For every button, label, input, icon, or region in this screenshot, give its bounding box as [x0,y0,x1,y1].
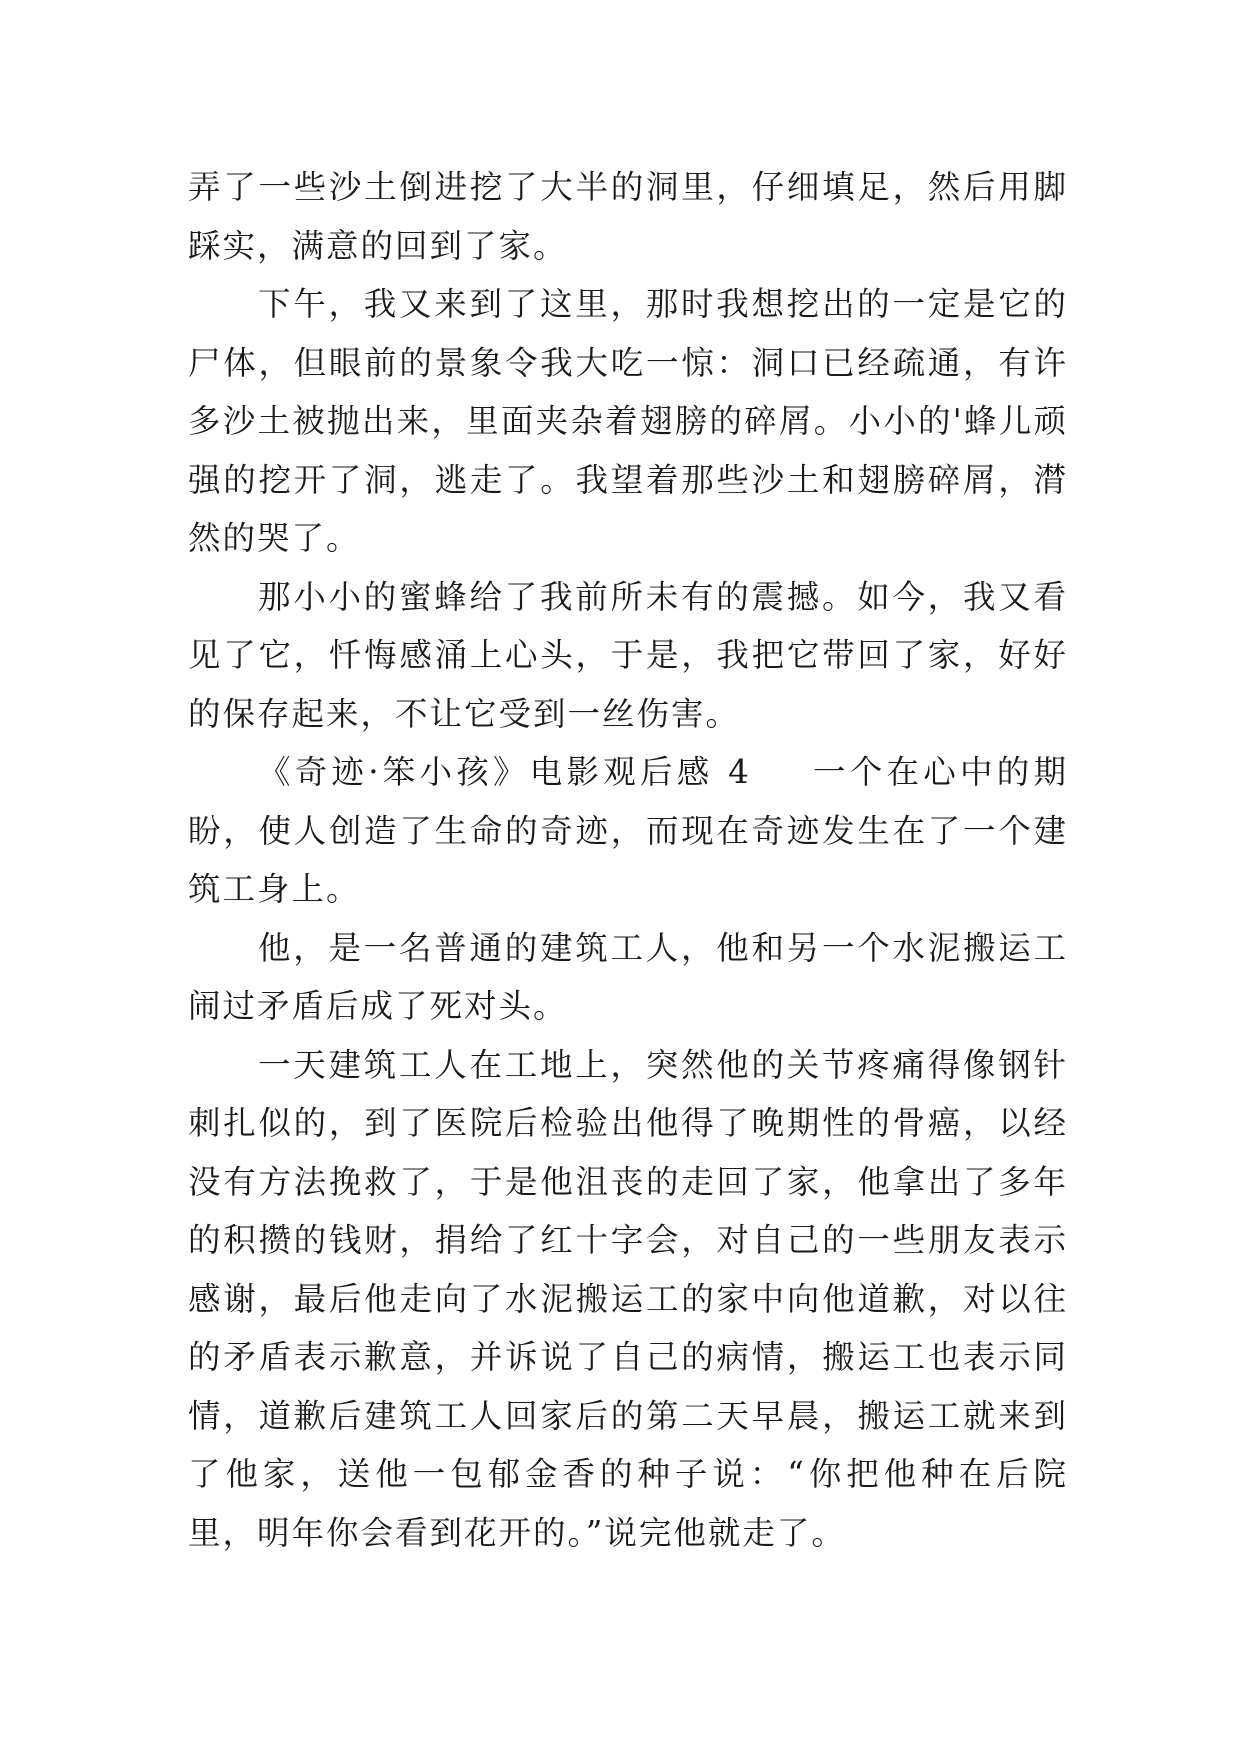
paragraph-worker-intro: 他，是一名普通的建筑工人，他和另一个水泥搬运工闹过矛盾后成了死对头。 [188,928,1068,1025]
section-first-paragraph: 一个在心中的期盼，使人创造了生命的奇迹，而现在奇迹发生在了一个建筑工身上。 [188,753,1068,908]
paragraph-bee-impact: 那小小的蜜蜂给了我前所未有的震撼。如今，我又看见了它，忏悔感涌上心头，于是，我把它带回了家，好好的保存起来，不让它受到一丝伤害。 [188,577,1068,733]
document-page [188,158,1068,1562]
paragraph-continuation: 弄了一些沙土倒进挖了大半的洞里，仔细填足，然后用脚踩实，满意的回到了家。 [188,168,1068,265]
paragraph-worker-story: 一天建筑工人在工地上，突然他的关节疼痛得像钢针刺扎似的，到了医院后检验出他得了晚期性的骨癌，以经没有方法挽救了，于是他沮丧的走回了家，他拿出了多年的积攒的钱财，捐给了红十字会，对自己的一些朋友表示感谢，最后他走向了水泥搬运工的家中向他道歉，对以往的矛盾表示歉意，并诉说了自己的病情，搬运工也表示同情，道歉后建筑工人回家后的第二天早晨，搬运工就来到了他家，送他一包郁金香的种子说：“你把他种在后院里，明年你会看到花开的。”说完他就走了。 [188,1045,1068,1552]
section-heading-paragraph [188,743,1068,919]
paragraph-afternoon: 下午，我又来到了这里，那时我想挖出的一定是它的尸体，但眼前的景象令我大吃一惊：洞口已经疏通，有许多沙土被抛出来，里面夹杂着翅膀的碎屑。小小的'蜂儿顽强的挖开了洞，逃走了。我望着那些沙土和翅膀碎屑，潸然的哭了。 [188,285,1068,557]
section-heading: 《奇迹·笨小孩》电影观后感 4 [258,753,751,791]
